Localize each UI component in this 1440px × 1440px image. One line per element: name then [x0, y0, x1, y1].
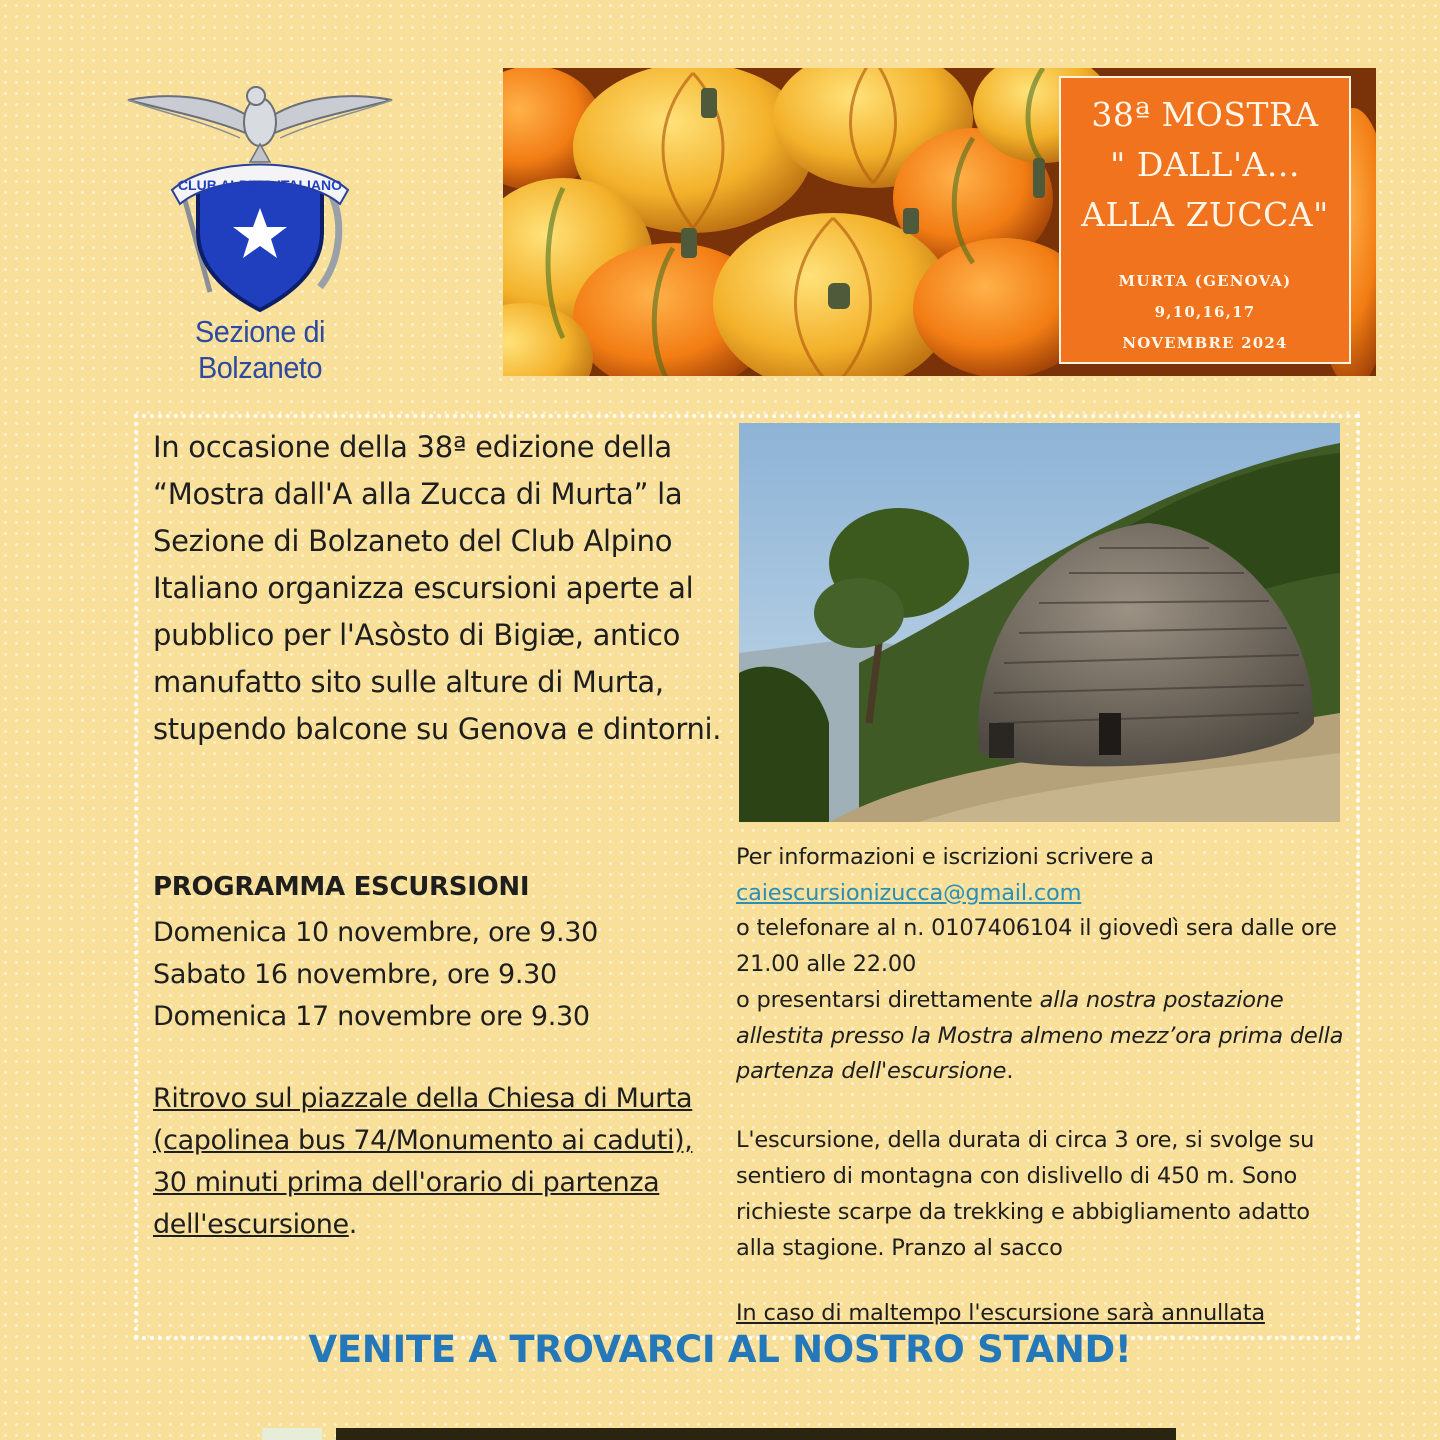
meeting-point-text: Ritrovo sul piazzale della Chiesa di Murta (capolinea bus 74/Monumento ai caduti), 30 minuti prima dell'orario di partenza dell'escursione: [153, 1083, 693, 1240]
stand-call-to-action: VENITE A TROVARCI AL NOSTRO STAND!: [308, 1328, 1132, 1371]
meeting-point-end: .: [348, 1209, 357, 1240]
info-present-start: o presentarsi direttamente: [736, 986, 1040, 1013]
meeting-point: [153, 1078, 723, 1246]
program-item: Domenica 17 novembre ore 9.30: [153, 1001, 590, 1032]
event-title-box: [1059, 76, 1351, 364]
event-dates: 9,10,16,17: [1154, 303, 1256, 321]
event-place: MURTA (GENOVA): [1118, 272, 1292, 290]
weather-notice: In caso di maltempo l'escursione sarà annullata: [736, 1300, 1265, 1326]
event-details: [1061, 266, 1349, 359]
info-phone: o telefonare al n. 0107406104 il giovedì sera dalle ore 21.00 alle 22.00: [736, 915, 1337, 978]
intro-paragraph: In occasione della 38ª edizione della “Mostra dall'A alla Zucca di Murta” la Sezione di Bolzaneto del Club Alpino Italiano organizza escursioni aperte al pubblico per l'Asòsto di Bigiæ, antico manufatto sito sulle alture di Murta, stupendo balcone su Genova e dintorni.: [153, 430, 722, 746]
program-item: Domenica 10 novembre, ore 9.30: [153, 917, 599, 948]
event-title-line-3: ALLA ZUCCA": [1081, 195, 1329, 234]
stone-hut-photo: [739, 423, 1340, 822]
email-link[interactable]: caiescursionizucca@gmail.com: [736, 879, 1082, 906]
info-present-italic: alla nostra postazione allestita presso la Mostra almeno mezz’ora prima della partenza dell'escursione: [736, 986, 1344, 1085]
program-title: PROGRAMMA ESCURSIONI: [153, 872, 530, 902]
info-block: [736, 840, 1346, 1090]
bottom-image-edge: [336, 1428, 1176, 1440]
event-month-year: NOVEMBRE 2024: [1122, 334, 1288, 352]
event-title-line-2: " DALL'A...: [1110, 145, 1300, 184]
bottom-image-edge-left: [262, 1428, 322, 1440]
info-present-end: .: [1006, 1058, 1014, 1085]
program-list: [153, 912, 598, 1038]
hike-description: L'escursione, della durata di circa 3 ore, si svolge su sentiero di montagna con dislivello di 450 m. Sono richieste scarpe da trekking e abbigliamento adatto alla stagione. Pranzo al sacco: [736, 1127, 1315, 1261]
event-title-line-1: 38ª MOSTRA: [1091, 95, 1319, 134]
info-present: [736, 983, 1346, 1090]
logo-caption: Sezione di Bolzaneto: [195, 314, 325, 385]
info-intro: Per informazioni e iscrizioni scrivere a: [736, 844, 1154, 870]
event-title: [1061, 90, 1349, 240]
program-item: Sabato 16 novembre, ore 9.30: [153, 959, 557, 990]
logo-ribbon-text: CLUB ALPINO ITALIANO: [177, 177, 343, 193]
